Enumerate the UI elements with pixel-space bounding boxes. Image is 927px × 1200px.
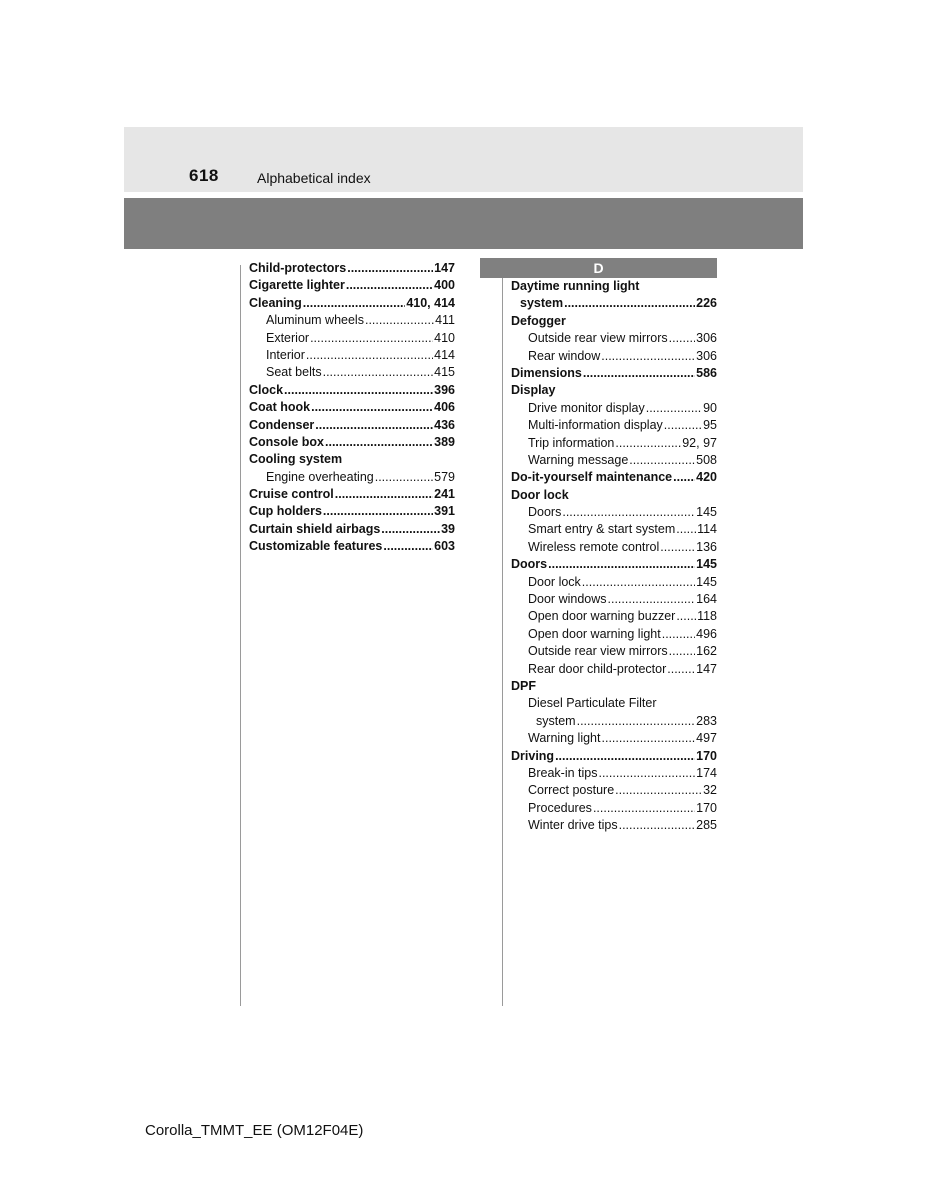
dot-leader	[646, 400, 702, 417]
index-term: Correct posture	[528, 783, 615, 798]
index-entry	[511, 278, 717, 295]
index-term: Outside rear view mirrors	[528, 644, 668, 659]
index-term: Daytime running light	[511, 279, 640, 293]
index-page-number: 164	[696, 592, 717, 607]
index-term: Open door warning buzzer	[528, 609, 676, 624]
index-term: Doors	[528, 505, 562, 520]
index-page-number: 497	[696, 731, 717, 746]
index-entry	[511, 556, 717, 573]
index-term: Door windows	[528, 592, 607, 607]
index-term: Break-in tips	[528, 765, 598, 780]
index-entry	[249, 260, 455, 277]
dot-leader	[664, 417, 702, 434]
dot-leader	[602, 730, 696, 747]
index-page-number: 306	[696, 348, 717, 363]
index-page-number: 415	[434, 365, 455, 380]
dot-leader	[562, 504, 695, 521]
index-entry	[249, 382, 455, 399]
dot-leader	[306, 347, 433, 364]
dot-leader	[676, 521, 696, 538]
index-page-number: 241	[434, 487, 455, 502]
dot-leader	[323, 503, 433, 520]
section-letter-heading: D	[480, 258, 717, 278]
index-term: Do-it-yourself maintenance	[511, 470, 673, 485]
dot-leader	[582, 574, 695, 591]
index-page-number: 410, 414	[406, 295, 455, 310]
index-entry	[249, 347, 455, 364]
index-entry	[249, 434, 455, 451]
dot-leader	[598, 765, 695, 782]
index-entry	[511, 313, 717, 330]
index-page-number: 114	[697, 522, 717, 537]
dot-leader	[593, 800, 695, 817]
index-term: Customizable features	[249, 539, 383, 554]
index-term: Seat belts	[266, 365, 322, 380]
index-entry	[511, 643, 717, 660]
header-bar	[124, 198, 803, 249]
index-page-number: 420	[696, 470, 717, 485]
index-page-number: 406	[434, 400, 455, 415]
index-entry	[511, 504, 717, 521]
index-page-number: 396	[434, 382, 455, 397]
index-term: Clock	[249, 382, 284, 397]
index-entry	[511, 348, 717, 365]
index-entry	[511, 748, 717, 765]
dot-leader	[375, 469, 433, 486]
index-page-number: 496	[696, 626, 717, 641]
index-page-number: 400	[434, 278, 455, 293]
index-entry	[249, 295, 455, 312]
dot-leader	[303, 295, 406, 312]
index-entry	[511, 382, 717, 399]
dot-leader	[583, 365, 695, 382]
index-entry	[249, 486, 455, 503]
header-band	[124, 127, 803, 192]
index-entry	[511, 591, 717, 608]
index-page-number: 170	[696, 748, 717, 763]
index-page-number: 92, 97	[682, 435, 717, 450]
dot-leader	[311, 399, 433, 416]
dot-leader	[555, 748, 695, 765]
column-divider	[502, 265, 503, 1006]
index-term: Trip information	[528, 435, 615, 450]
index-term: Outside rear view mirrors	[528, 331, 668, 346]
dot-leader	[662, 626, 695, 643]
index-term: Defogger	[511, 313, 566, 328]
dot-leader	[335, 486, 433, 503]
index-entry	[511, 452, 717, 469]
index-term: Procedures	[528, 800, 592, 815]
dot-leader	[310, 330, 433, 347]
index-entry	[511, 695, 717, 712]
index-term: Condenser	[249, 417, 315, 432]
index-term: Drive monitor display	[528, 400, 645, 415]
index-term: Smart entry & start system	[528, 522, 676, 537]
index-column-left	[249, 260, 455, 556]
index-term: system	[536, 713, 576, 728]
index-entry	[511, 608, 717, 625]
dot-leader	[284, 382, 433, 399]
index-term: Exterior	[266, 330, 310, 345]
dot-leader	[548, 556, 695, 573]
index-entry	[249, 521, 455, 538]
page-title: Alphabetical index	[257, 170, 371, 186]
index-page-number: 174	[696, 765, 717, 780]
index-entry	[511, 435, 717, 452]
index-term: Multi-information display	[528, 418, 663, 433]
index-term: Display	[511, 383, 556, 398]
index-entry	[249, 538, 455, 555]
index-term: Rear door child-protector	[528, 661, 667, 676]
index-entry	[511, 574, 717, 591]
index-term: Door lock	[528, 574, 581, 589]
index-term: Open door warning light	[528, 626, 661, 641]
index-term: Warning light	[528, 731, 601, 746]
index-term: Warning message	[528, 452, 629, 467]
index-page-number: 410	[434, 330, 455, 345]
index-term: Dimensions	[511, 365, 582, 380]
index-term: Doors	[511, 557, 548, 572]
dot-leader	[667, 661, 695, 678]
index-page-number: 391	[434, 504, 455, 519]
page-number: 618	[189, 166, 219, 185]
dot-leader	[676, 608, 696, 625]
column-divider	[240, 265, 241, 1006]
index-term: Coat hook	[249, 400, 311, 415]
index-page-number: 162	[696, 644, 717, 659]
index-entry	[249, 312, 455, 329]
dot-leader	[381, 521, 440, 538]
dot-leader	[660, 539, 695, 556]
index-entry	[249, 469, 455, 486]
dot-leader	[564, 295, 695, 312]
index-page-number: 306	[696, 331, 717, 346]
index-page-number: 147	[696, 661, 717, 676]
index-entry	[249, 451, 455, 468]
index-term: Cooling system	[249, 452, 343, 467]
index-page-number: 226	[696, 296, 717, 311]
index-page-number: 414	[434, 347, 455, 362]
index-term: Wireless remote control	[528, 539, 660, 554]
index-page-number: 170	[696, 800, 717, 815]
dot-leader	[347, 260, 433, 277]
index-column-right	[511, 278, 717, 835]
index-entry	[511, 626, 717, 643]
index-entry	[511, 661, 717, 678]
index-entry	[249, 399, 455, 416]
dot-leader	[601, 348, 695, 365]
index-term: Cup holders	[249, 504, 322, 519]
index-page-number: 579	[434, 469, 455, 484]
dot-leader	[629, 452, 695, 469]
index-entry	[511, 817, 717, 834]
dot-leader	[346, 277, 433, 294]
dot-leader	[669, 643, 696, 660]
index-page-number: 145	[696, 505, 717, 520]
index-page-number: 145	[696, 574, 717, 589]
index-page-number: 90	[703, 400, 717, 415]
index-entry	[249, 330, 455, 347]
index-entry	[511, 295, 717, 312]
index-page-number: 32	[703, 783, 717, 798]
index-entry	[511, 487, 717, 504]
index-entry	[511, 800, 717, 817]
index-entry	[511, 521, 717, 538]
index-term: Aluminum wheels	[266, 313, 364, 328]
index-entry	[511, 765, 717, 782]
index-term: DPF	[511, 678, 536, 693]
index-page-number: 39	[441, 521, 455, 536]
index-entry	[249, 364, 455, 381]
dot-leader	[325, 434, 433, 451]
index-page-number: 411	[435, 313, 455, 328]
index-entry	[249, 417, 455, 434]
index-term: Child-protectors	[249, 261, 347, 275]
dot-leader	[365, 312, 434, 329]
index-term: Cigarette lighter	[249, 278, 345, 293]
index-term: Cruise control	[249, 487, 334, 502]
index-page-number: 118	[697, 609, 717, 624]
index-page-number: 136	[696, 539, 717, 554]
index-entry	[511, 730, 717, 747]
index-entry	[511, 400, 717, 417]
index-page-number: 508	[696, 452, 717, 467]
index-entry	[511, 678, 717, 695]
index-term: Engine overheating	[266, 469, 374, 484]
index-term: Console box	[249, 434, 325, 449]
index-term: Winter drive tips	[528, 818, 618, 833]
index-term: system	[520, 296, 564, 311]
index-page-number: 283	[696, 713, 717, 728]
index-page-number: 285	[696, 818, 717, 833]
index-term: Driving	[511, 748, 555, 763]
index-page-number: 95	[703, 418, 717, 433]
index-page-number: 436	[434, 417, 455, 432]
index-term: Rear window	[528, 348, 601, 363]
index-page-number: 147	[434, 261, 455, 275]
index-term: Interior	[266, 347, 305, 362]
index-page-number: 145	[696, 557, 717, 572]
index-entry	[249, 277, 455, 294]
dot-leader	[673, 469, 695, 486]
index-entry	[511, 330, 717, 347]
dot-leader	[315, 417, 433, 434]
index-term: Diesel Particulate Filter	[528, 696, 657, 711]
dot-leader	[619, 817, 696, 834]
index-page-number: 603	[434, 539, 455, 554]
dot-leader	[615, 782, 702, 799]
index-entry	[511, 713, 717, 730]
index-entry	[511, 365, 717, 382]
index-page-number: 389	[434, 434, 455, 449]
index-entry	[511, 782, 717, 799]
index-entry	[511, 417, 717, 434]
dot-leader	[577, 713, 696, 730]
index-entry	[511, 469, 717, 486]
index-page-number: 586	[696, 365, 717, 380]
dot-leader	[323, 364, 434, 381]
dot-leader	[669, 330, 696, 347]
index-entry	[249, 503, 455, 520]
dot-leader	[383, 538, 433, 555]
dot-leader	[608, 591, 696, 608]
index-entry	[511, 539, 717, 556]
dot-leader	[615, 435, 681, 452]
index-term: Cleaning	[249, 295, 302, 310]
index-term: Door lock	[511, 487, 569, 502]
footer-text: Corolla_TMMT_EE (OM12F04E)	[145, 1122, 364, 1139]
index-term: Curtain shield airbags	[249, 521, 381, 536]
